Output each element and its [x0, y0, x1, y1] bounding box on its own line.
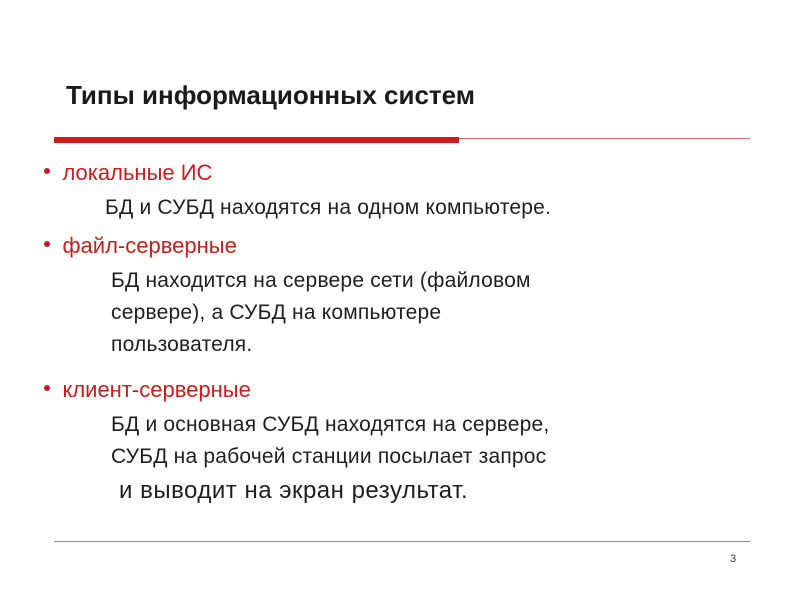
item-heading: файл-серверные [62, 233, 237, 258]
bullet-icon [44, 168, 50, 174]
description-line: пользователя. [111, 333, 253, 356]
page-number: 3 [730, 553, 737, 565]
title-underline-thick [54, 137, 459, 143]
bullet-icon [44, 241, 50, 247]
item-heading: клиент-серверные [62, 377, 251, 402]
list-item-client-server [44, 377, 251, 403]
slide-title: Типы информационных систем [66, 80, 476, 110]
description-line: СУБД на рабочей станции посылает запрос [111, 445, 547, 468]
item-description [105, 192, 551, 224]
description-line: БД находится на сервере сети (файловом [111, 269, 531, 292]
title-underline-thin [459, 138, 750, 139]
list-item-file-server [44, 233, 237, 259]
description-line: БД и основная СУБД находятся на сервере, [111, 413, 550, 436]
description-line: сервере), а СУБД на компьютере [111, 301, 442, 324]
description-line: БД и СУБД находятся на одном компьютере. [105, 196, 552, 219]
item-heading: локальные ИС [62, 160, 213, 185]
list-item-local [44, 160, 212, 186]
footer-rule [54, 541, 750, 542]
description-line: и выводит на экран результат. [119, 477, 469, 504]
item-description [111, 265, 531, 361]
bullet-icon [44, 385, 50, 391]
item-description [111, 409, 549, 507]
